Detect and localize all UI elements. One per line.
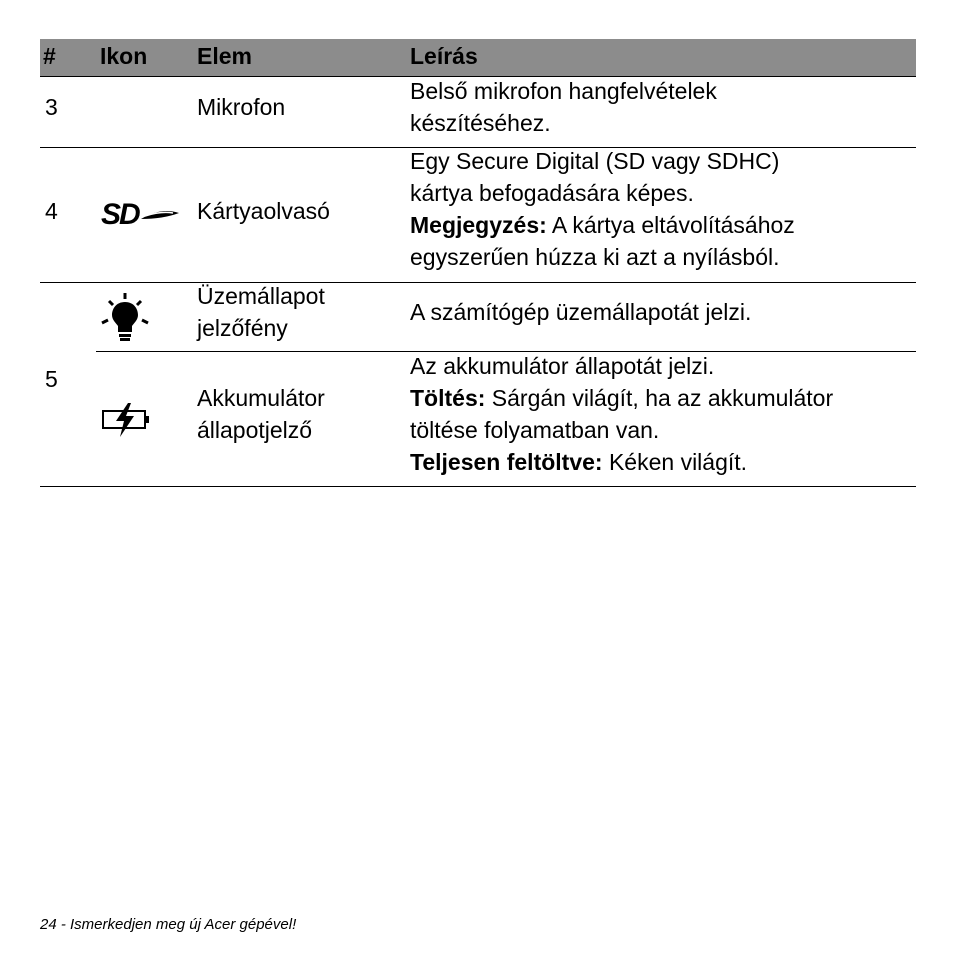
item-name: Mikrofon (197, 94, 286, 120)
description-line: Egy Secure Digital (SD vagy SDHC) (410, 148, 780, 174)
note-label: Megjegyzés: (410, 212, 547, 238)
description-line: kártya befogadására képes. (410, 180, 694, 206)
header-icon: Ikon (100, 43, 148, 69)
header-item: Elem (197, 43, 252, 69)
item-name: Üzemállapot (197, 283, 325, 309)
header-description: Leírás (410, 43, 478, 69)
description-line: Belső mikrofon hangfelvételek (410, 78, 717, 104)
description-line: készítéséhez. (410, 110, 551, 136)
table-header (40, 39, 916, 77)
battery-charging-icon (101, 402, 151, 438)
item-name: Akkumulátor (197, 385, 325, 411)
row-number: 4 (45, 198, 58, 224)
item-name: állapotjelző (197, 417, 313, 443)
description-line: Az akkumulátor állapotát jelzi. (410, 353, 715, 379)
item-name: jelzőfény (197, 315, 288, 341)
item-name: Kártyaolvasó (197, 198, 330, 224)
description-line: töltése folyamatban van. (410, 417, 660, 443)
description-line: Megjegyzés: A kártya eltávolításához (410, 212, 795, 238)
header-number: # (43, 43, 56, 69)
description-line: Töltés: Sárgán világít, ha az akkumulátor (410, 385, 834, 411)
charging-label: Töltés: (410, 385, 486, 411)
page-footer: 24 - Ismerkedjen meg új Acer gépével! (40, 916, 297, 933)
sd-card-icon (101, 199, 181, 227)
row-number: 3 (45, 94, 58, 120)
row-divider (40, 486, 916, 487)
power-light-icon (101, 292, 149, 344)
row-number: 5 (45, 366, 58, 392)
svg-text:SD: SD (101, 199, 139, 227)
fully-charged-label: Teljesen feltöltve: (410, 449, 603, 475)
description-line: egyszerűen húzza ki azt a nyílásból. (410, 244, 780, 270)
description-line: A számítógép üzemállapotát jelzi. (410, 299, 752, 325)
row-divider (40, 282, 916, 283)
description-line: Teljesen feltöltve: Kéken világít. (410, 449, 748, 475)
